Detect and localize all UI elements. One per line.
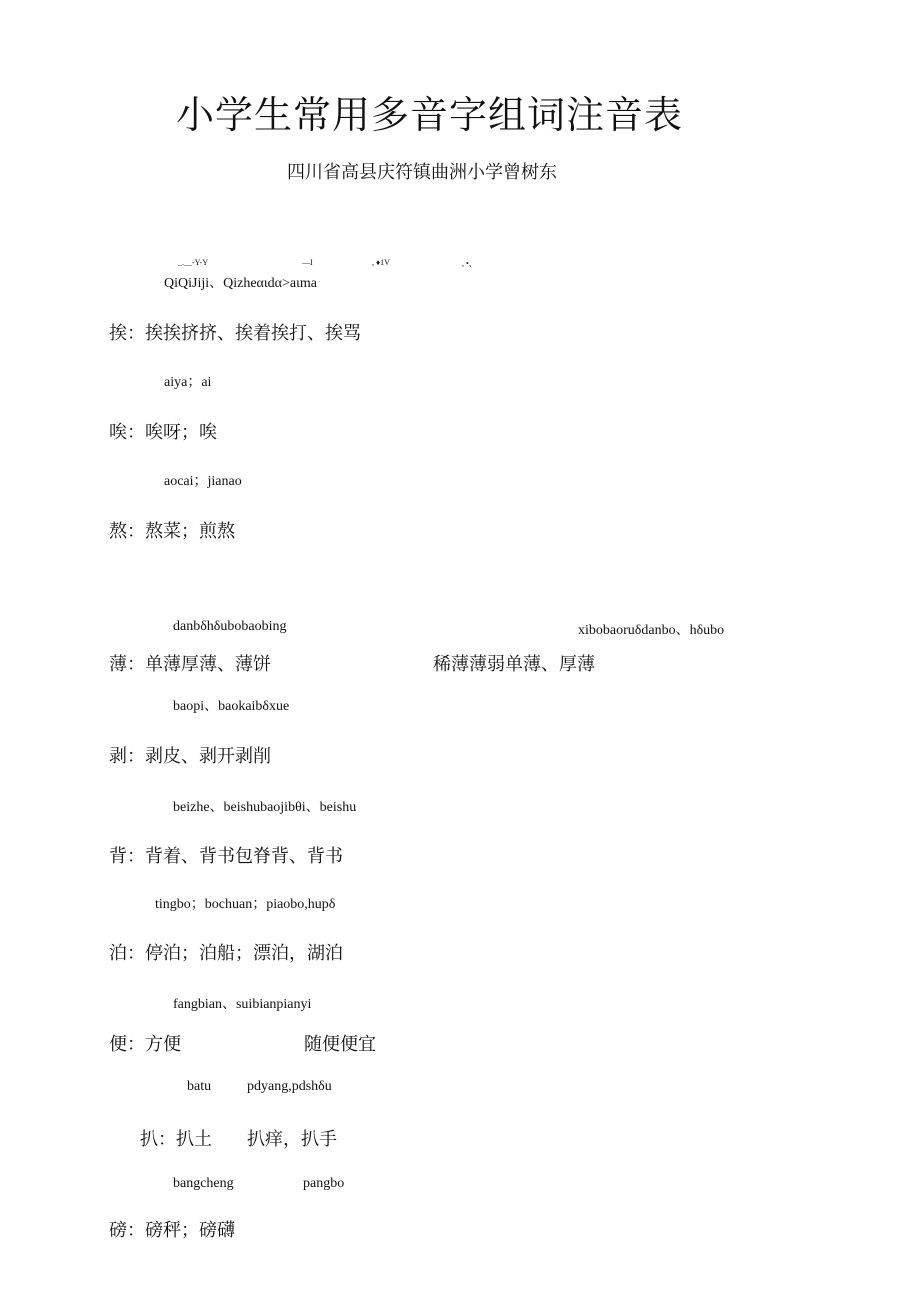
stray-mark: —I bbox=[302, 258, 313, 267]
pinyin-line: pdyang,pdshδu bbox=[247, 1079, 332, 1094]
pinyin-line: beizhe、beishubaojibθi、beishu bbox=[173, 800, 357, 815]
pinyin-line: xibobaoruδdanbo、hδubo bbox=[578, 623, 725, 638]
page-title: 小学生常用多音字组词注音表 bbox=[176, 93, 684, 137]
stray-mark: , •、 bbox=[462, 259, 477, 268]
pinyin-line: pangbo bbox=[303, 1176, 345, 1191]
entry-text: 熬：熬菜；煎熬 bbox=[109, 521, 235, 542]
pinyin-line: tingbo；bochuan；piaobo,hupδ bbox=[155, 897, 336, 912]
entry-text: 背：背着、背书包脊背、背书 bbox=[109, 846, 343, 867]
entry-text: 挨：挨挨挤挤、挨着挨打、挨骂 bbox=[109, 323, 361, 344]
pinyin-line: danbδhδubobaobing bbox=[173, 619, 287, 634]
entry-text: 随便便宜 bbox=[304, 1034, 376, 1055]
entry-text: 扒：扒土 bbox=[140, 1129, 212, 1150]
pinyin-line: baopi、baokaibδxue bbox=[173, 699, 290, 714]
entry-text: 唉：唉呀；唉 bbox=[109, 422, 217, 443]
pinyin-line: aiya；ai bbox=[164, 375, 212, 390]
entry-text: 稀薄薄弱单薄、厚薄 bbox=[433, 654, 595, 675]
stray-mark: , ♦1V bbox=[372, 258, 390, 267]
pinyin-line: batu bbox=[187, 1079, 212, 1094]
entry-text: 便：方便 bbox=[109, 1034, 181, 1055]
pinyin-line: fangbian、suibianpianyi bbox=[173, 997, 312, 1012]
entry-text: 磅：磅秤；磅礴 bbox=[109, 1220, 235, 1241]
entry-text: 剥：剥皮、剥开剥削 bbox=[109, 746, 271, 767]
pinyin-line: QiQiJiji、Qizheαιdα>aιma bbox=[164, 276, 317, 291]
pinyin-line: bangcheng bbox=[173, 1176, 234, 1191]
page-subtitle: 四川省高县庆符镇曲洲小学曾树东 bbox=[287, 162, 557, 183]
entry-text: 扒痒，扒手 bbox=[247, 1129, 337, 1150]
pinyin-line: aocai；jianao bbox=[164, 474, 242, 489]
stray-mark: _.__-Y-Y bbox=[178, 258, 208, 267]
entry-text: 薄：单薄厚薄、薄饼 bbox=[109, 654, 271, 675]
entry-text: 泊：停泊；泊船；漂泊，湖泊 bbox=[109, 943, 343, 964]
